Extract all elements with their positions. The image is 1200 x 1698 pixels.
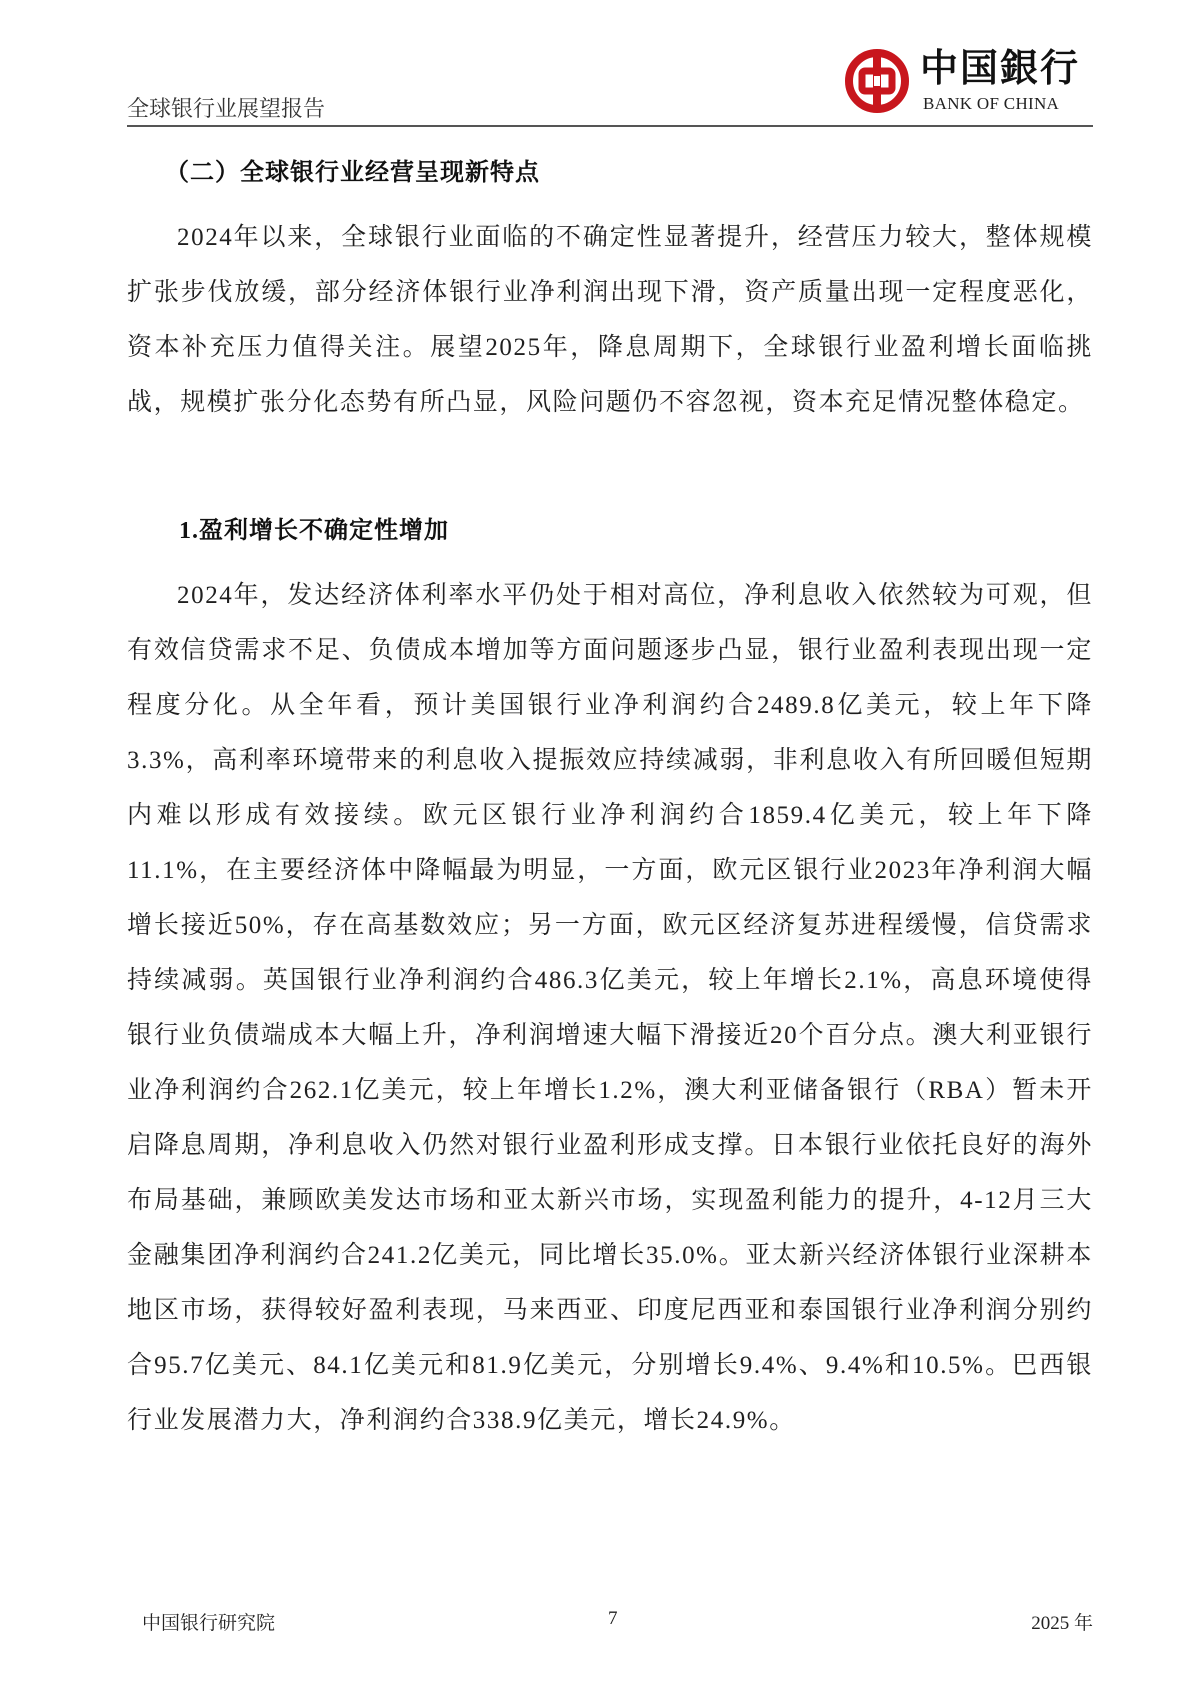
intro-paragraph: 2024年以来，全球银行业面临的不确定性显著提升，经营压力较大，整体规模扩张步伐放缓，部分经济体银行业净利润出现下滑，资产质量出现一定程度恶化，资本补充压力值得关注。展望2025年，降息周期下，全球银行业盈利增长面临挑战，规模扩张分化态势有所凸显，风险问题仍不容忽视，资本充足情况整体稳定。	[127, 224, 1093, 416]
report-title: 全球银行业展望报告	[127, 96, 326, 121]
page-number: 7	[608, 1608, 618, 1629]
logo-english-name: BANK OF CHINA	[923, 94, 1060, 113]
subsection-heading: 1.盈利增长不确定性增加	[179, 518, 449, 544]
bank-logo	[844, 46, 1089, 118]
logo-chinese-name: 中国銀行	[920, 45, 1081, 90]
page-header	[127, 40, 1093, 128]
page-footer	[142, 1608, 1093, 1638]
footer-year: 2025 年	[1031, 1613, 1093, 1634]
footer-publisher: 中国银行研究院	[142, 1613, 276, 1634]
section-heading: （二）全球银行业经营呈现新特点	[165, 160, 540, 186]
header-divider	[127, 125, 1093, 127]
body-paragraph: 2024年，发达经济体利率水平仍处于相对高位，净利息收入依然较为可观，但有效信贷需求不足、负债成本增加等方面问题逐步凸显，银行业盈利表现出现一定程度分化。从全年看，预计美国银行业净利润约合2489.8亿美元，较上年下降3.3%，高利率环境带来的利息收入提振效应持续减弱，非利息收入有所回暖但短期内难以形成有效接续。欧元区银行业净利润约合1859.4亿美元，较上年下降11.1%，在主要经济体中降幅最为明显，一方面，欧元区银行业2023年净利润大幅增长接近50%，存在高基数效应；另一方面，欧元区经济复苏进程缓慢，信贷需求持续减弱。英国银行业净利润约合486.3亿美元，较上年增长2.1%，高息环境使得银行业负债端成本大幅上升，净利润增速大幅下滑接近20个百分点。澳大利亚银行业净利润约合262.1亿美元，较上年增长1.2%，澳大利亚储备银行（RBA）暂未开启降息周期，净利息收入仍然对银行业盈利形成支撑。日本银行业依托良好的海外布局基础，兼顾欧美发达市场和亚太新兴市场，实现盈利能力的提升，4-12月三大金融集团净利润约合241.2亿美元，同比增长35.0%。亚太新兴经济体银行业深耕本地区市场，获得较好盈利表现，马来西亚、印度尼西亚和泰国银行业净利润分别约合95.7亿美元、84.1亿美元和81.9亿美元，分别增长9.4%、9.4%和10.5%。巴西银行业发展潜力大，净利润约合338.9亿美元，增长24.9%。	[127, 582, 1093, 1434]
bank-of-china-logo-icon	[844, 48, 910, 114]
